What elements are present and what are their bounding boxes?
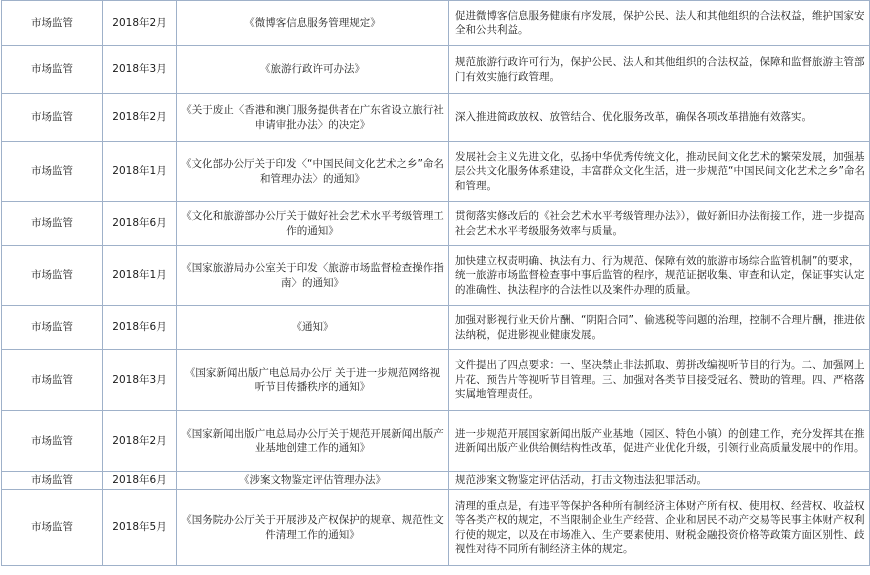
date-cell: 2018年5月 <box>103 490 177 566</box>
title-cell: 《国家新闻出版广电总局办公厅 关于进一步规范网络视听节目传播秩序的通知》 <box>177 350 449 411</box>
date-cell: 2018年6月 <box>103 202 177 246</box>
description-cell: 加快建立权责明确、执法有力、行为规范、保障有效的旅游市场综合监管机制”的要求，统一旅游市场监督检查事中事后监管的程序，规范证据收集、审查和认定，保证事实认定的准确性、执法程序的合法性以及案件办理的质量。 <box>449 246 870 306</box>
category-cell: 市场监管 <box>2 1 103 46</box>
description-cell: 规范旅游行政许可行为，保护公民、法人和其他组织的合法权益，保障和监督旅游主管部门有效实施行政管理。 <box>449 46 870 94</box>
description-cell: 加强对影视行业天价片酬、“阴阳合同”、偷逃税等问题的治理，控制不合理片酬，推进依法纳税，促进影视业健康发展。 <box>449 306 870 350</box>
table-row <box>2 94 870 142</box>
description-cell: 促进微博客信息服务健康有序发展，保护公民、法人和其他组织的合法权益，维护国家安全和公共利益。 <box>449 1 870 46</box>
description-cell: 进一步规范开展国家新闻出版产业基地（园区、特色小镇）的创建工作，充分发挥其在推进新闻出版产业供给侧结构性改革，促进产业优化升级，引领行业高质量发展中的作用。 <box>449 411 870 472</box>
date-cell: 2018年2月 <box>103 1 177 46</box>
description-cell: 贯彻落实修改后的《社会艺术水平考级管理办法》），做好新旧办法衔接工作，进一步提高社会艺术水平考级服务效率与质量。 <box>449 202 870 246</box>
category-cell: 市场监管 <box>2 411 103 472</box>
title-cell: 《关于废止〈香港和澳门服务提供者在广东省设立旅行社申请审批办法〉的决定》 <box>177 94 449 142</box>
date-cell: 2018年1月 <box>103 246 177 306</box>
table-row <box>2 472 870 490</box>
title-cell: 《旅游行政许可办法》 <box>177 46 449 94</box>
date-cell: 2018年3月 <box>103 350 177 411</box>
category-cell: 市场监管 <box>2 94 103 142</box>
category-cell: 市场监管 <box>2 490 103 566</box>
title-cell: 《微博客信息服务管理规定》 <box>177 1 449 46</box>
table-row <box>2 46 870 94</box>
date-cell: 2018年2月 <box>103 411 177 472</box>
date-cell: 2018年6月 <box>103 472 177 490</box>
title-cell: 《涉案文物鉴定评估管理办法》 <box>177 472 449 490</box>
table-row <box>2 350 870 411</box>
table-row <box>2 490 870 566</box>
date-cell: 2018年3月 <box>103 46 177 94</box>
table-row <box>2 411 870 472</box>
table-row <box>2 142 870 202</box>
date-cell: 2018年1月 <box>103 142 177 202</box>
description-cell: 深入推进简政放权、放管结合、优化服务改革，确保各项改革措施有效落实。 <box>449 94 870 142</box>
regulations-table <box>1 0 870 566</box>
date-cell: 2018年6月 <box>103 306 177 350</box>
title-cell: 《通知》 <box>177 306 449 350</box>
category-cell: 市场监管 <box>2 46 103 94</box>
title-cell: 《文化部办公厅关于印发〈“中国民间文化艺术之乡”命名和管理办法〉的通知》 <box>177 142 449 202</box>
title-cell: 《文化和旅游部办公厅关于做好社会艺术水平考级管理工作的通知》 <box>177 202 449 246</box>
title-cell: 《国家旅游局办公室关于印发〈旅游市场监督检查操作指南〉的通知》 <box>177 246 449 306</box>
description-cell: 规范涉案文物鉴定评估活动，打击文物违法犯罪活动。 <box>449 472 870 490</box>
table-row <box>2 246 870 306</box>
title-cell: 《国务院办公厅关于开展涉及产权保护的规章、规范性文件清理工作的通知》 <box>177 490 449 566</box>
description-cell: 清理的重点是，有违平等保护各种所有制经济主体财产所有权、使用权、经营权、收益权等各类产权的规定，不当限制企业生产经营、企业和居民不动产交易等民事主体财产权利行使的规定，以及在市场准入、生产要素使用、财税金融投资价格等政策方面区别性、歧视性对待不同所有制经济主体的规定。 <box>449 490 870 566</box>
category-cell: 市场监管 <box>2 472 103 490</box>
category-cell: 市场监管 <box>2 246 103 306</box>
category-cell: 市场监管 <box>2 202 103 246</box>
table-row <box>2 1 870 46</box>
category-cell: 市场监管 <box>2 142 103 202</box>
category-cell: 市场监管 <box>2 306 103 350</box>
table-row <box>2 306 870 350</box>
date-cell: 2018年2月 <box>103 94 177 142</box>
table-row <box>2 202 870 246</box>
title-cell: 《国家新闻出版广电总局办公厅关于规范开展新闻出版产业基地创建工作的通知》 <box>177 411 449 472</box>
description-cell: 发展社会主义先进文化，弘扬中华优秀传统文化，推动民间文化艺术的繁荣发展，加强基层公共文化服务体系建设，丰富群众文化生活，进一步规范“中国民间文化艺术之乡”命名和管理。 <box>449 142 870 202</box>
category-cell: 市场监管 <box>2 350 103 411</box>
description-cell: 文件提出了四点要求：一、坚决禁止非法抓取、剪拼改编视听节目的行为。二、加强网上片花、预告片等视听节目管理。三、加强对各类节目接受冠名、赞助的管理。四、严格落实属地管理责任。 <box>449 350 870 411</box>
